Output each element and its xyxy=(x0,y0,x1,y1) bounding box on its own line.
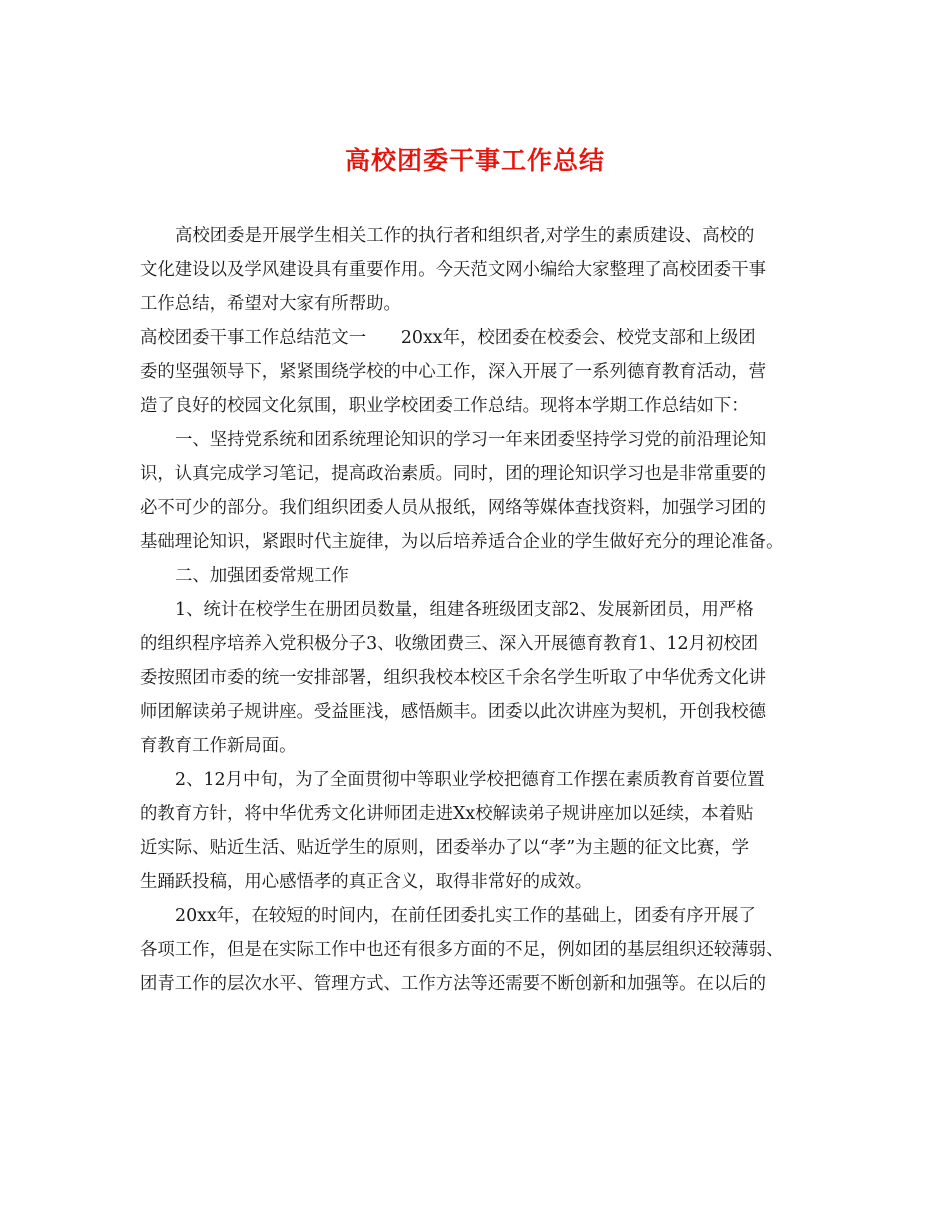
document-body xyxy=(140,219,830,1001)
body-line: 一、坚持党系统和团系统理论知识的学习一年来团委坚持学习党的前沿理论知 xyxy=(175,430,767,450)
body-line: 生踊跃投稿，用心感悟孝的真正含义，取得非常好的成效。 xyxy=(140,872,593,892)
body-line: 2、12月中旬，为了全面贯彻中等职业学校把德育工作摆在素质教育首要位置 xyxy=(175,770,765,790)
body-line: 团青工作的层次水平、管理方式、工作方法等还需要不断创新和加强等。在以后的 xyxy=(140,974,767,994)
body-line: 师团解读弟子规讲座。受益匪浅，感悟颇丰。团委以此次讲座为契机，开创我校德 xyxy=(140,702,767,722)
body-line: 1、统计在校学生在册团员数量，组建各班级团支部2、发展新团员，用严格 xyxy=(175,600,754,620)
body-line: 育教育工作新局面。 xyxy=(140,736,297,756)
body-line: 造了良好的校园文化氛围，职业学校团委工作总结。现将本学期工作总结如下： xyxy=(140,396,749,416)
body-line: 二、加强团委常规工作 xyxy=(175,566,349,586)
body-line: 工作总结，希望对大家有所帮助。 xyxy=(140,294,401,314)
body-line: 基础理论知识，紧跟时代主旋律，为以后培养适合企业的学生做好充分的理论准备。 xyxy=(140,532,784,552)
body-line: 各项工作，但是在实际工作中也还有很多方面的不足，例如团的基层组织还较薄弱、 xyxy=(140,940,784,960)
body-line: 高校团委是开展学生相关工作的执行者和组织者,对学生的素质建设、高校的 xyxy=(175,226,755,246)
body-line: 必不可少的部分。我们组织团委人员从报纸，网络等媒体查找资料，加强学习团的 xyxy=(140,498,767,518)
body-line: 的教育方针，将中华优秀文化讲师团走进Xx校解读弟子规讲座加以延续，本着贴 xyxy=(140,804,754,824)
body-line: 高校团委干事工作总结范文一 20xx年，校团委在校委会、校党支部和上级团 xyxy=(140,328,756,348)
body-line: 文化建设以及学风建设具有重要作用。今天范文网小编给大家整理了高校团委干事 xyxy=(140,260,767,280)
body-line: 委的坚强领导下，紧紧围绕学校的中心工作，深入开展了一系列德育教育活动，营 xyxy=(140,362,767,382)
body-line: 的组织程序培养入党积极分子3、收缴团费三、深入开展德育教育1、12月初校团 xyxy=(140,634,759,654)
document-title: 高校团委干事工作总结 xyxy=(344,146,605,175)
body-line: 委按照团市委的统一安排部署，组织我校本校区千余名学生听取了中华优秀文化讲 xyxy=(140,668,767,688)
body-line: 识，认真完成学习笔记，提高政治素质。同时，团的理论知识学习也是非常重要的 xyxy=(140,464,767,484)
body-line: 20xx年，在较短的时间内，在前任团委扎实工作的基础上，团委有序开展了 xyxy=(175,906,756,926)
body-line: 近实际、贴近生活、贴近学生的原则，团委举办了以“孝”为主题的征文比赛，学 xyxy=(140,838,750,858)
